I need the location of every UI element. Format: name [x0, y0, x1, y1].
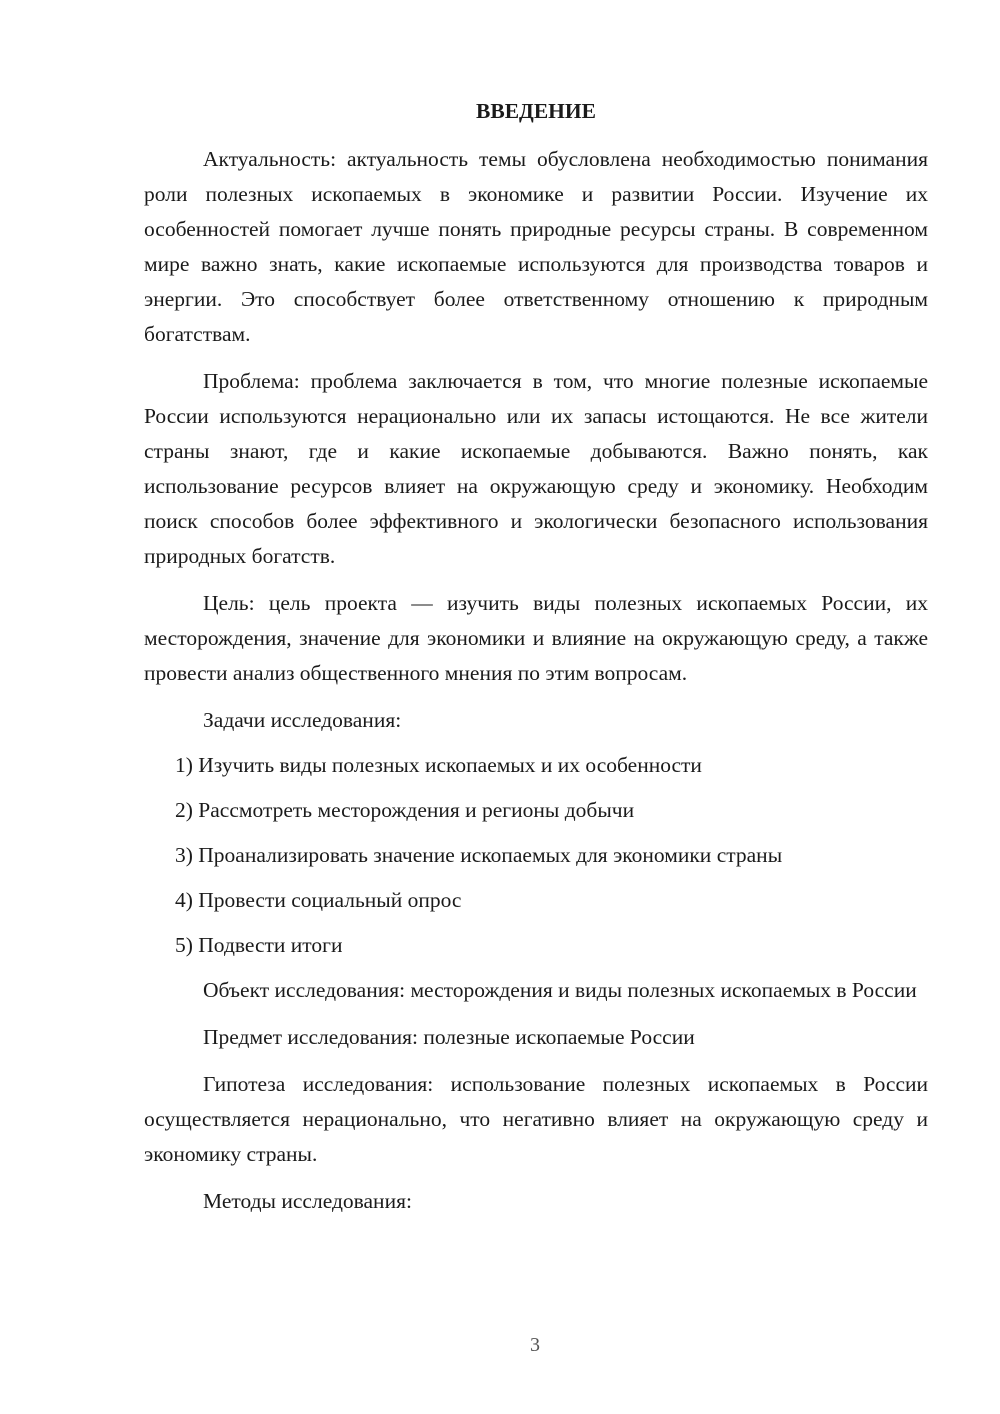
task-item: 3) Проанализировать значение ископаемых для экономики страны: [175, 843, 783, 867]
task-item: 4) Провести социальный опрос: [175, 888, 462, 912]
task-item: 1) Изучить виды полезных ископаемых и их особенности: [175, 753, 702, 777]
tasks-list: [144, 748, 928, 963]
problem-paragraph: Проблема: проблема заключается в том, что многие полезные ископаемые России используются нерационально или их запасы истощаются. Не все жители страны знают, где и какие ископаемые добываются. Важно понять, как использование ресурсов влияет на окружающую среду и экономику. Необходим поиск способов более эффективного и экологически безопасного использования природных богатств.: [144, 369, 928, 568]
object-paragraph: Объект исследования: месторождения и виды полезных ископаемых в России: [203, 978, 917, 1002]
tasks-label: Задачи исследования:: [203, 708, 402, 732]
page-number: 3: [530, 1334, 540, 1356]
goal-paragraph: Цель: цель проекта — изучить виды полезных ископаемых России, их месторождения, значение для экономики и влияние на окружающую среду, а также провести анализ общественного мнения по этим вопросам.: [144, 591, 928, 685]
task-item: 5) Подвести итоги: [175, 933, 343, 957]
task-item: 2) Рассмотреть месторождения и регионы добычи: [175, 798, 635, 822]
page-content: [144, 94, 928, 1229]
relevance-paragraph: Актуальность: актуальность темы обусловлена необходимостью понимания роли полезных ископаемых в экономике и развитии России. Изучение их особенностей помогает лучше понять природные ресурсы страны. В современном мире важно знать, какие ископаемые используются для производства товаров и энергии. Это способствует более ответственному отношению к природным богатствам.: [144, 147, 928, 346]
section-heading: ВВЕДЕНИЕ: [476, 99, 596, 123]
hypothesis-paragraph: Гипотеза исследования: использование полезных ископаемых в России осуществляется нерационально, что негативно влияет на окружающую среду и экономику страны.: [144, 1072, 928, 1166]
methods-label: Методы исследования:: [203, 1189, 412, 1213]
subject-paragraph: Предмет исследования: полезные ископаемые России: [203, 1025, 695, 1049]
